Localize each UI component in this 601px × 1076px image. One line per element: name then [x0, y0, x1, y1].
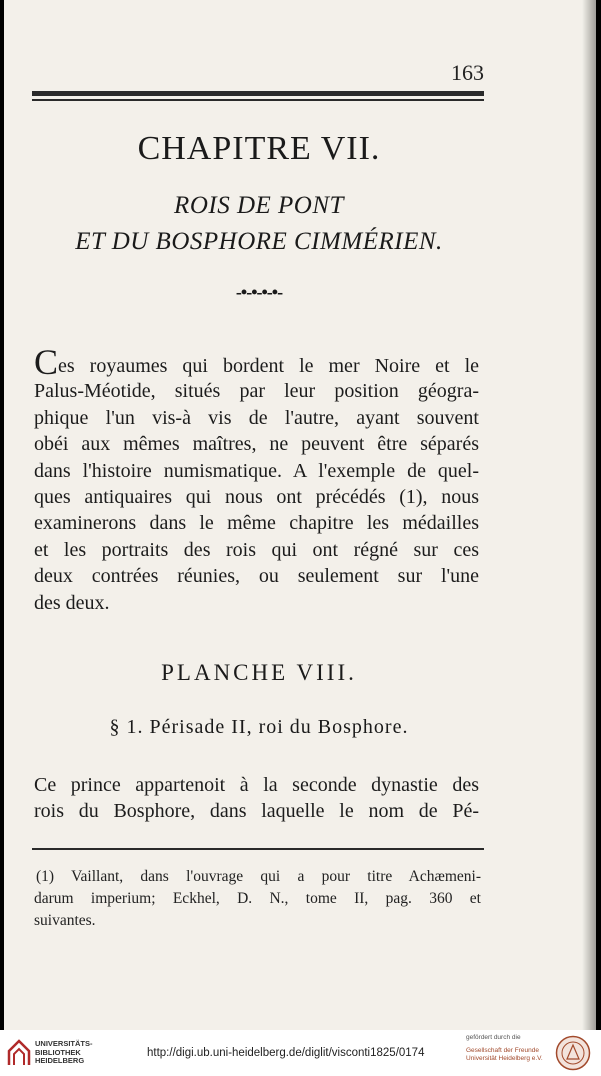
footnote-line: darum imperium; Eckhel, D. N., tome II, pag. 360 et — [34, 890, 481, 907]
header-rule-thin — [32, 99, 484, 101]
ornament-divider: -•-•-•-•- — [235, 282, 283, 302]
plate-heading: PLANCHE VIII. — [161, 660, 357, 685]
page-edge-shadow — [582, 0, 596, 1030]
book-page — [4, 0, 596, 1030]
university-seal-icon — [555, 1035, 591, 1071]
text-line: phique l'un vis-à vis de l'autre, ayant souvent — [34, 406, 479, 429]
university-library-logo-icon — [7, 1037, 31, 1067]
header-rule-thick — [32, 91, 484, 96]
paragraph-perisade — [34, 772, 479, 825]
text-line: examinerons dans le même chapitre les médailles — [34, 512, 479, 535]
chapter-subtitle-line1: ROIS DE PONT — [174, 192, 344, 219]
text-line: dans l'histoire numismatique. A l'exemple de quel- — [34, 459, 479, 482]
footnote-line: (1) Vaillant, dans l'ouvrage qui a pour titre Achæmeni- — [36, 868, 481, 885]
funded-by-label: gefördert durch die — [466, 1034, 521, 1041]
viewer-footer — [0, 1030, 601, 1076]
page-number: 163 — [451, 60, 484, 85]
text-line: des deux. — [34, 591, 110, 614]
library-name: UNIVERSITÄTS- BIBLIOTHEK HEIDELBERG — [35, 1039, 93, 1065]
text-line: Palus-Méotide, situés par leur position géogra- — [34, 380, 479, 403]
paragraph-intro — [34, 342, 479, 616]
footnote-rule — [32, 848, 484, 850]
chapter-subtitle-line2: ET DU BOSPHORE CIMMÉRIEN. — [75, 228, 443, 255]
text-line: et les portraits des rois qui ont régné sur ces — [34, 538, 479, 561]
footnote-line: suivantes. — [34, 912, 96, 929]
text-line: Ce prince appartenoit à la seconde dynastie des — [34, 774, 479, 796]
drop-cap: C — [34, 342, 59, 382]
permalink-url[interactable]: http://digi.ub.uni-heidelberg.de/diglit/visconti1825/0174 — [147, 1047, 425, 1059]
text-line: obéi aux mêmes maîtres, ne peuvent être séparés — [34, 433, 479, 456]
section-heading: § 1. Périsade II, roi du Bosphore. — [109, 716, 409, 738]
chapter-title: CHAPITRE VII. — [137, 130, 381, 167]
sponsor-name[interactable]: Gesellschaft der Freunde Universität Heidelberg e.V. — [466, 1047, 543, 1062]
text-line: ques antiquaires qui nous ont précédés (1), nous — [34, 485, 479, 508]
text-line: Ces royaumes qui bordent le mer Noire et le — [34, 342, 479, 382]
footnote — [34, 866, 481, 932]
text-line: deux contrées réunies, ou seulement sur l'une — [34, 565, 479, 588]
text-line: rois du Bosphore, dans laquelle le nom de Pé- — [34, 800, 479, 823]
